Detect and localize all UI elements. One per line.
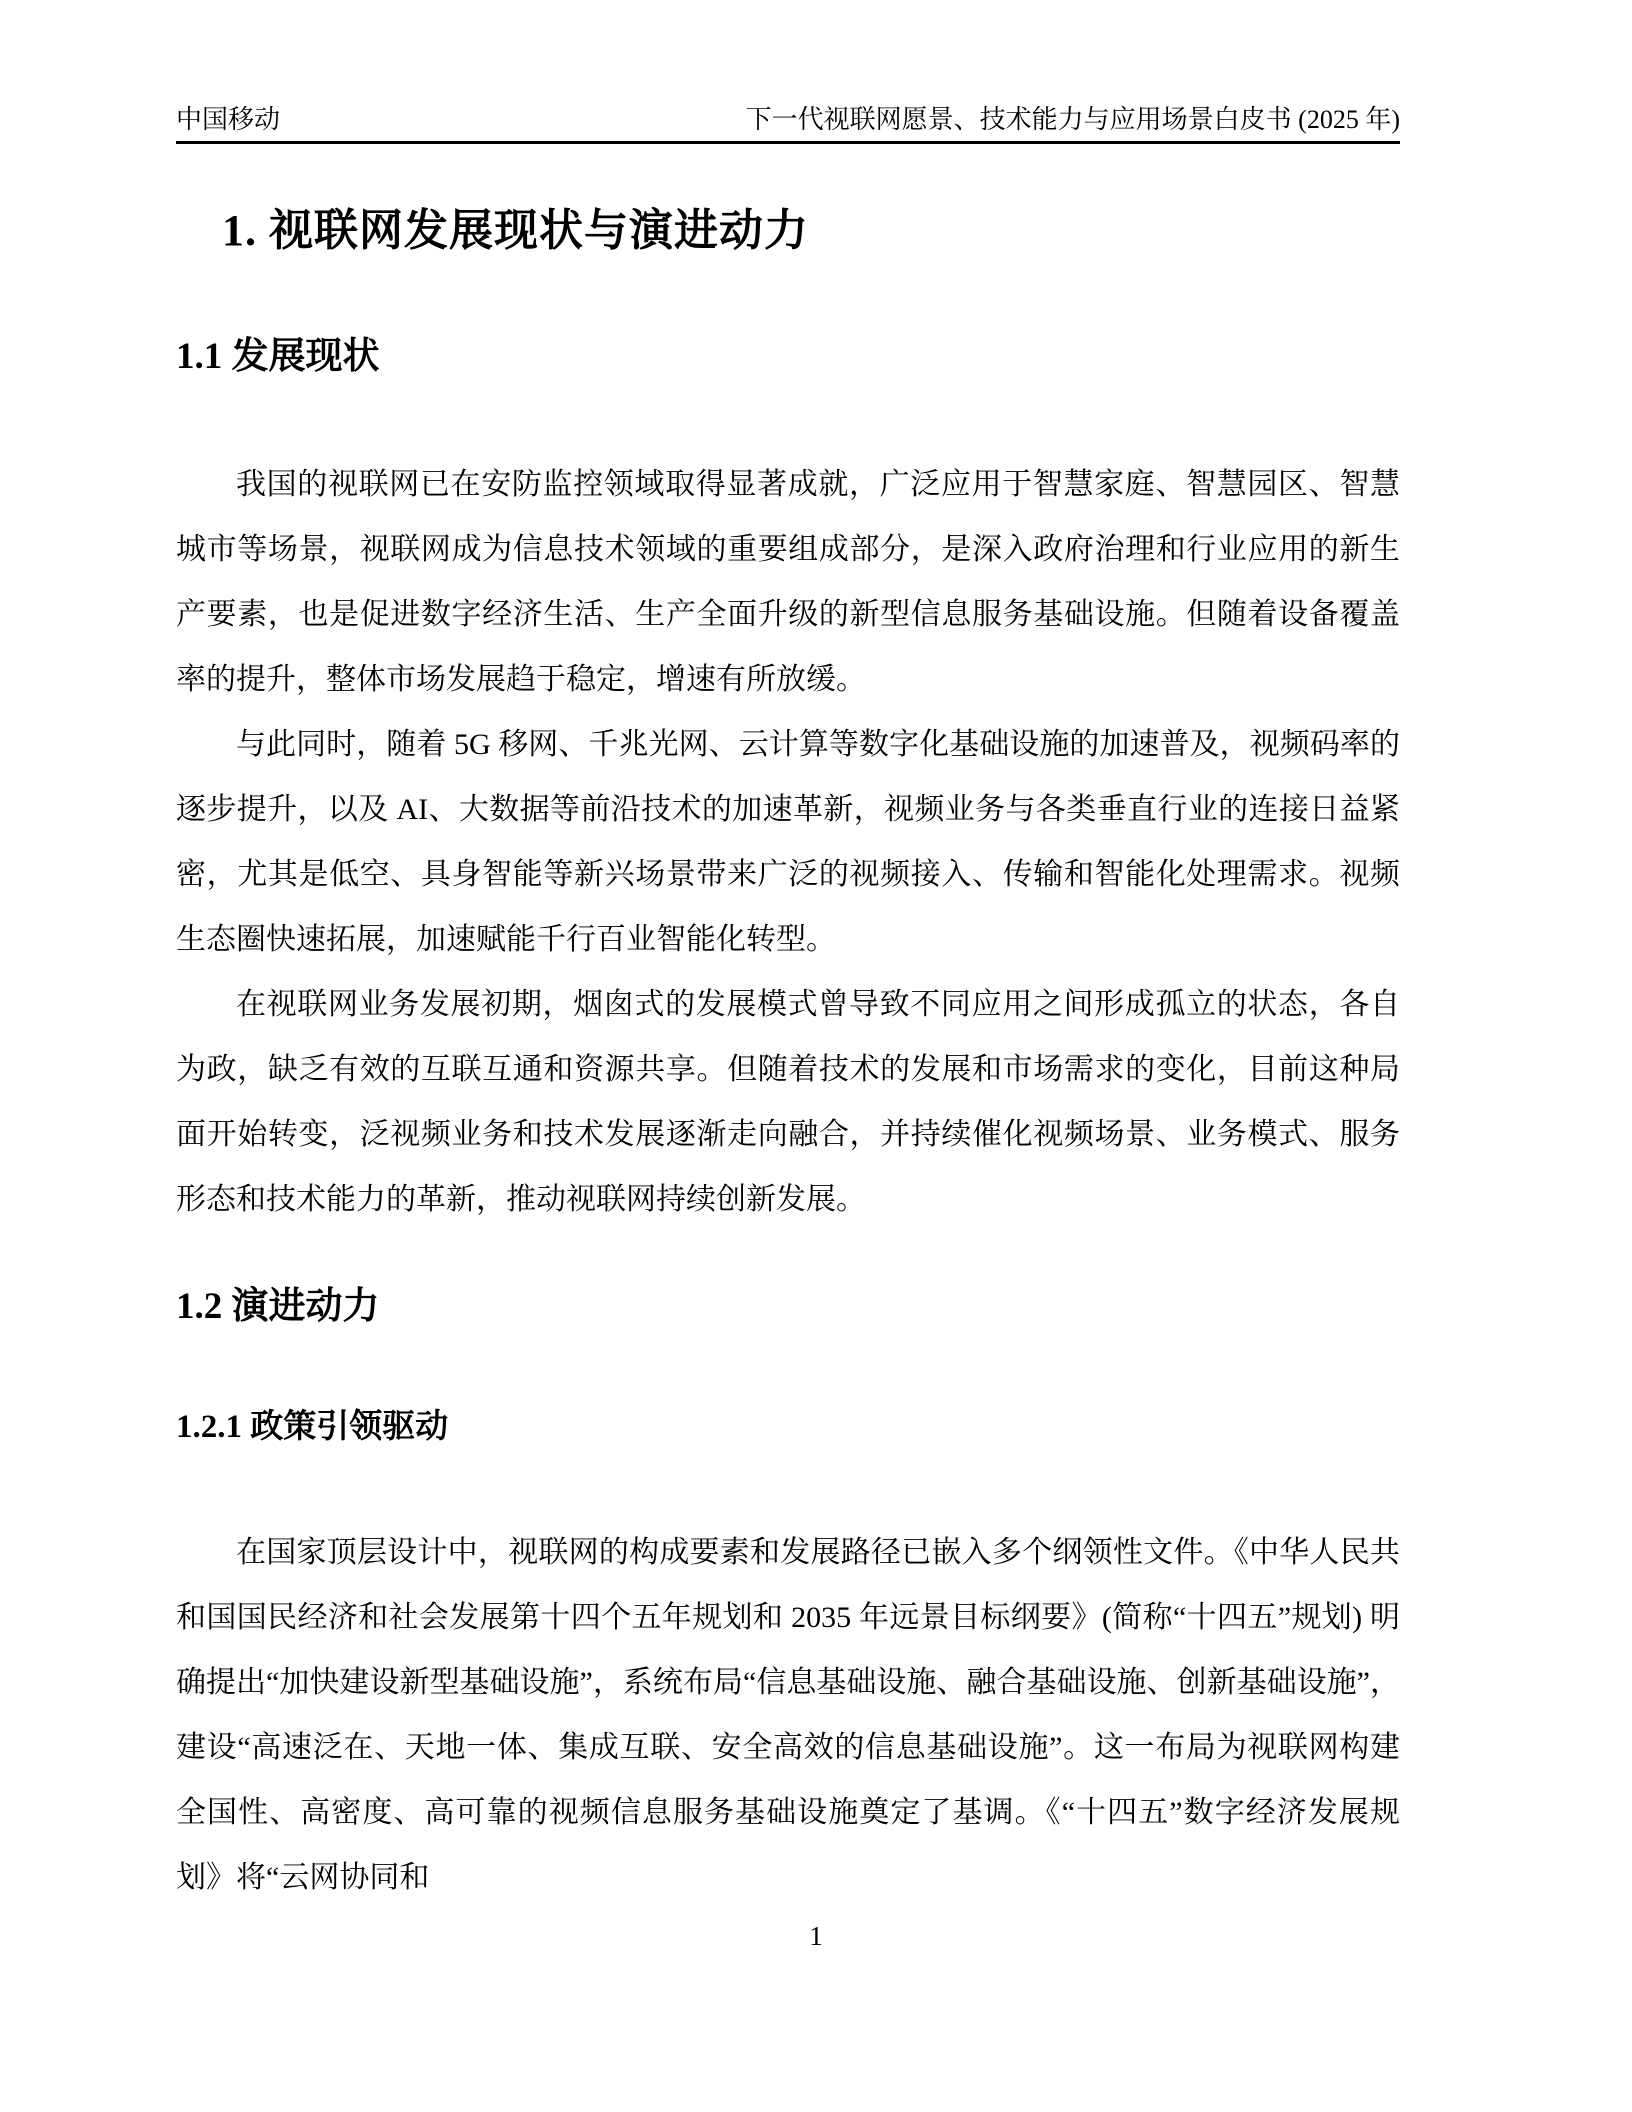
page-number: 1 — [809, 1921, 823, 1951]
body-text-status — [176, 452, 1400, 1232]
subsection-heading-drivers: 1.2 演进动力 — [176, 1286, 380, 1327]
page-header — [176, 104, 1400, 144]
paragraph: 与此同时，随着 5G 移网、千兆光网、云计算等数字化基础设施的加速普及，视频码率的逐步提升，以及 AI、大数据等前沿技术的加速革新，视频业务与各类垂直行业的连接日益紧密，尤其是低空、具身智能等新兴场景带来广泛的视频接入、传输和智能化处理需求。视频生态圈快速拓展，加速赋能千行百业智能化转型。 — [176, 728, 1400, 956]
subsection-heading-status: 1.1 发展现状 — [176, 336, 380, 377]
header-right-text: 下一代视联网愿景、技术能力与应用场景白皮书 (2025 年) — [745, 105, 1400, 134]
section-heading: 1. 视联网发展现状与演进动力 — [222, 206, 809, 255]
body-text-policy — [176, 1520, 1400, 1910]
subsubsection-heading-policy: 1.2.1 政策引领驱动 — [176, 1409, 449, 1445]
paragraph: 我国的视联网已在安防监控领域取得显著成就，广泛应用于智慧家庭、智慧园区、智慧城市等场景，视联网成为信息技术领域的重要组成部分，是深入政府治理和行业应用的新生产要素，也是促进数字经济生活、生产全面升级的新型信息服务基础设施。但随着设备覆盖率的提升，整体市场发展趋于稳定，增速有所放缓。 — [176, 468, 1400, 696]
paragraph: 在视联网业务发展初期，烟囱式的发展模式曾导致不同应用之间形成孤立的状态，各自为政，缺乏有效的互联互通和资源共享。但随着技术的发展和市场需求的变化，目前这种局面开始转变，泛视频业务和技术发展逐渐走向融合，并持续催化视频场景、业务模式、服务形态和技术能力的革新，推动视联网持续创新发展。 — [176, 988, 1400, 1216]
header-left-text: 中国移动 — [176, 105, 281, 134]
paragraph: 在国家顶层设计中，视联网的构成要素和发展路径已嵌入多个纲领性文件。《中华人民共和国国民经济和社会发展第十四个五年规划和 2035 年远景目标纲要》(简称“十四五”规划) 明确提出“加快建设新型基础设施”，系统布局“信息基础设施、融合基础设施、创新基础设施”，建设“高速泛在、天地一体、集成互联、安全高效的信息基础设施”。这一布局为视联网构建全国性、高密度、高可靠的视频信息服务基础设施奠定了基调。《“十四五”数字经济发展规划》将“云网协同和 — [176, 1536, 1400, 1894]
